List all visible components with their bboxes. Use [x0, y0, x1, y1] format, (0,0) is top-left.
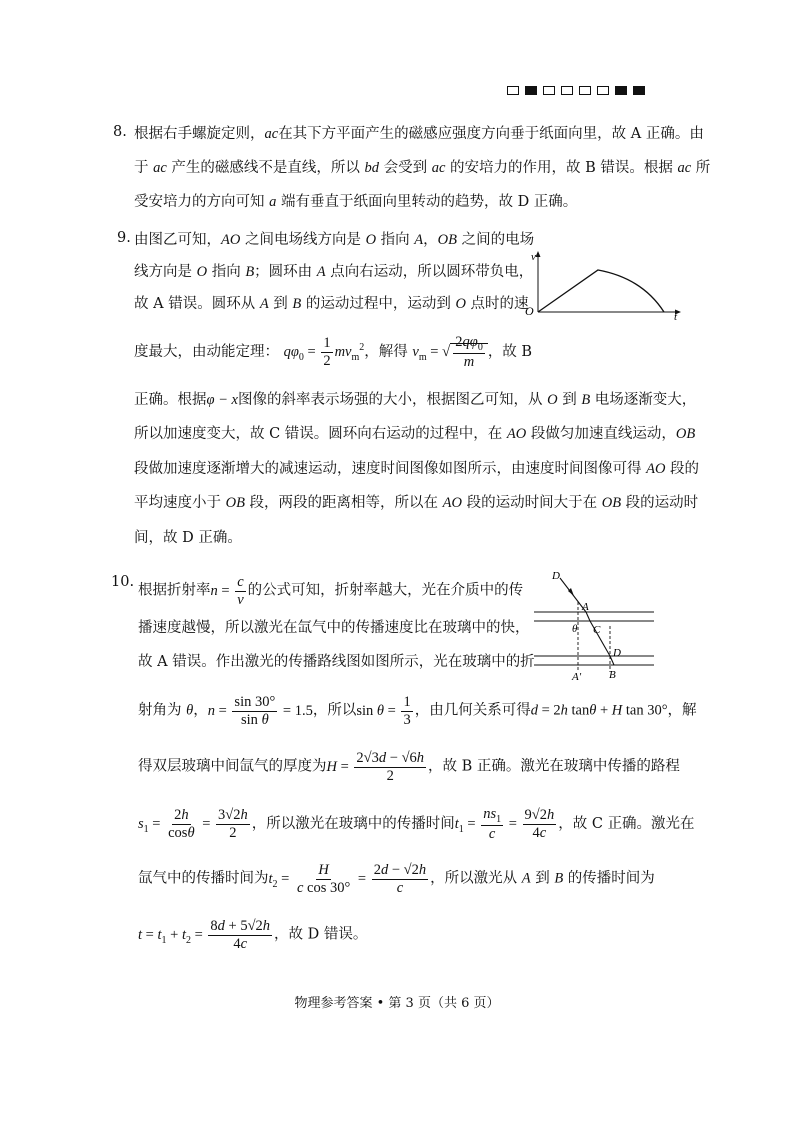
label-D-mid: D [613, 647, 621, 659]
q9-line-3 [134, 294, 529, 314]
text: ，所以激光从 [430, 870, 522, 887]
text: 产生的磁感线不是直线，所以 [166, 160, 365, 176]
text: ，所以 [312, 702, 357, 719]
header-mark [633, 86, 645, 95]
text: 之间的电场 [456, 232, 535, 248]
label-A-prime: A′ [572, 671, 582, 683]
text: 段的运动时 [621, 495, 699, 511]
var: B [292, 296, 302, 312]
text: 所 [691, 160, 711, 176]
var: A [521, 870, 531, 887]
page-footer: 物理参考答案 • 第 3 页（共 6 页） [294, 996, 500, 1011]
q9-line-9 [134, 528, 242, 548]
q10-line-3 [138, 652, 535, 672]
text: 到 [268, 296, 293, 312]
header-mark [507, 86, 519, 95]
text: 段做加速度逐渐增大的减速运动，速度时间图像如图所示，由速度时间图像可得 [134, 461, 647, 477]
text: 的传播时间为 [563, 870, 655, 887]
v-label: v [531, 251, 536, 263]
var: A [259, 296, 269, 312]
q10-line-1 [138, 574, 523, 608]
q8-line-2 [134, 158, 710, 178]
label-D-top: D [552, 570, 560, 582]
geometry-formula: d = 2h tanθ + H tan 30° [530, 702, 668, 719]
text: 于 [134, 160, 154, 176]
q10-line-2 [138, 618, 530, 638]
text: 在其下方平面产生的磁感应强度方向垂于纸面向里，故 A 正确。由 [278, 126, 704, 142]
var: OB [601, 495, 622, 511]
q10-line-5 [138, 750, 680, 784]
header-mark [615, 86, 627, 95]
header-mark [543, 86, 555, 95]
text: 所以加速度变大，故 C 错误。圆环向右运动的过程中，在 [134, 426, 507, 442]
text: 平均速度小于 [134, 495, 226, 511]
label-A: A [582, 601, 589, 613]
var: O [547, 392, 558, 408]
q9-line-4 [134, 334, 532, 371]
glass-time-formula: $t_1$ = $\frac{ns_1}{c}$ = $\frac{9√2h}{4c}$ [454, 806, 555, 843]
var: AO [442, 495, 463, 511]
text: 线方向是 [134, 264, 197, 280]
q9-line-2 [134, 262, 533, 282]
text: ，故 B [487, 343, 533, 360]
phi-x-label: φ − x [206, 392, 238, 408]
text: 点时的速 [465, 296, 529, 312]
text: 之间电场线方向是 [240, 232, 366, 248]
text: ，解 [667, 702, 697, 719]
text: 图像的斜率表示场强的大小，根据图乙可知，从 [238, 392, 548, 408]
var: O [196, 264, 208, 280]
var: OB [225, 495, 245, 511]
text: 的公式可知，折射率越大，光在介质中的传 [247, 582, 524, 599]
var: B [581, 392, 591, 408]
var: ac [677, 160, 692, 176]
q10-line-6 [138, 806, 695, 843]
text: 由图乙可知， [134, 232, 221, 248]
text: 射角为 [138, 702, 187, 719]
text: 到 [530, 870, 555, 887]
var: OB [437, 232, 457, 248]
q9-number: 9. [117, 230, 131, 246]
velocity-time-graph [522, 248, 687, 320]
text: 电场逐渐变大， [590, 392, 697, 408]
text: 间，故 D 正确。 [134, 530, 242, 546]
q8-line-3 [134, 192, 577, 212]
var: a [269, 194, 277, 210]
q9-line-1 [134, 230, 534, 250]
label-B: B [609, 669, 616, 681]
text: 点向右运动，所以圆环带负电， [325, 264, 534, 280]
text: 故 A 错误。圆环从 [134, 296, 260, 312]
q10-line-7 [138, 862, 655, 896]
text: 的运动过程中，运动到 [301, 296, 456, 312]
q10-line-8 [138, 918, 367, 952]
text: 指向 [207, 264, 246, 280]
text: 受安培力的方向可知 [134, 194, 270, 210]
text: 的安培力的作用，故 B 错误。根据 [445, 160, 678, 176]
q10-line-4 [138, 694, 697, 728]
var: ac [264, 126, 279, 142]
text: 正确。根据 [134, 392, 207, 408]
label-theta: θ [572, 623, 578, 635]
text: ， [423, 232, 438, 248]
thickness-formula: H = $\frac{2√3d - √6h}{2}$ [326, 750, 425, 784]
var: AO [221, 232, 241, 248]
header-mark [525, 86, 537, 95]
text: 段，两段的距离相等，所以在 [244, 495, 443, 511]
q9-line-6 [134, 424, 695, 444]
var: bd [364, 160, 380, 176]
t-label: t [674, 311, 678, 320]
text: 段的 [665, 461, 700, 477]
total-time-formula: $t = t_1 + t_2$ = $\frac{8d + 5√2h}{4c}$ [138, 918, 271, 952]
text: 根据右手螺旋定则， [134, 126, 265, 142]
q9-line-5 [134, 390, 696, 410]
xenon-time-formula: $t_2$ = $\frac{H}{\text{c cos 30°}}$ = $\frac{2d - √2h}{c}$ [268, 862, 427, 896]
text: 故 A 错误。作出激光的传播路线图如图所示，光在玻璃中的折 [138, 654, 535, 670]
text: 段做匀加速直线运动， [526, 426, 676, 442]
origin-label: O [525, 304, 534, 318]
refracted-ray [586, 612, 590, 621]
q10-number: 10. [111, 574, 135, 590]
text: ，故 C 正确。激光在 [558, 815, 695, 832]
text: 到 [557, 392, 582, 408]
var: AO [646, 461, 666, 477]
var: A [316, 264, 326, 280]
var: ac [431, 160, 446, 176]
energy-theorem-formula: $q\varphi_0$ = $\frac{1}{2}$ $mv_m^2$ [283, 335, 365, 370]
var: B [554, 870, 564, 887]
header-mark [579, 86, 591, 95]
text: 度最大，由动能定理： [134, 343, 279, 360]
var: θ [186, 702, 194, 719]
refraction-index-formula: n = $\frac{c}{v}$ [210, 574, 244, 608]
q8-line-1 [134, 124, 704, 144]
q8-number: 8. [113, 124, 127, 140]
sin-theta-formula: sin θ = $\frac{1}{3}$ [356, 694, 411, 728]
path-formula: $s_1$ = $\frac{2h}{\cos\theta}$ = $\frac{3√2h}{2}$ [138, 807, 248, 842]
text: 指向 [376, 232, 415, 248]
var: B [245, 264, 255, 280]
header-marks [507, 86, 645, 95]
text: ，解得 [364, 343, 408, 360]
v-axis-arrow [536, 251, 541, 257]
q9-line-8 [134, 493, 698, 513]
snell-formula: n = $\frac{\sin 30^\circ}{\text{sin θ}}$ = 1.5 [207, 694, 313, 728]
velocity-curve [538, 270, 664, 312]
var: O [365, 232, 377, 248]
text: 氙气中的传播时间为 [138, 870, 269, 887]
text: ，由几何关系可得 [414, 702, 531, 719]
text: 段的运动时间大于在 [462, 495, 602, 511]
var: A [414, 232, 424, 248]
laser-path-diagram [530, 566, 660, 684]
header-mark [597, 86, 609, 95]
text: ，故 B 正确。激光在玻璃中传播的路程 [428, 758, 680, 775]
var: ac [153, 160, 167, 176]
text: ， [193, 702, 208, 719]
text: ，所以激光在玻璃中的传播时间 [251, 815, 455, 832]
text: ，故 D 错误。 [274, 926, 368, 943]
var: OB [675, 426, 696, 442]
label-C: C [593, 624, 601, 636]
q9-line-7 [134, 459, 699, 479]
vm-formula: $v_m$ = √ $\frac{2q\varphi_0}{m}$ [412, 344, 487, 360]
var: AO [506, 426, 527, 442]
text: 端有垂直于纸面向里转动的趋势，故 D 正确。 [276, 194, 578, 210]
text: 得双层玻璃中间氙气的厚度为 [138, 758, 327, 775]
text: ；圆环由 [254, 264, 317, 280]
text: 播速度越慢，所以激光在氙气中的传播速度比在玻璃中的快， [138, 620, 530, 636]
var: O [455, 296, 466, 312]
header-mark [561, 86, 573, 95]
text: 会受到 [379, 160, 432, 176]
text: 根据折射率 [138, 582, 211, 599]
